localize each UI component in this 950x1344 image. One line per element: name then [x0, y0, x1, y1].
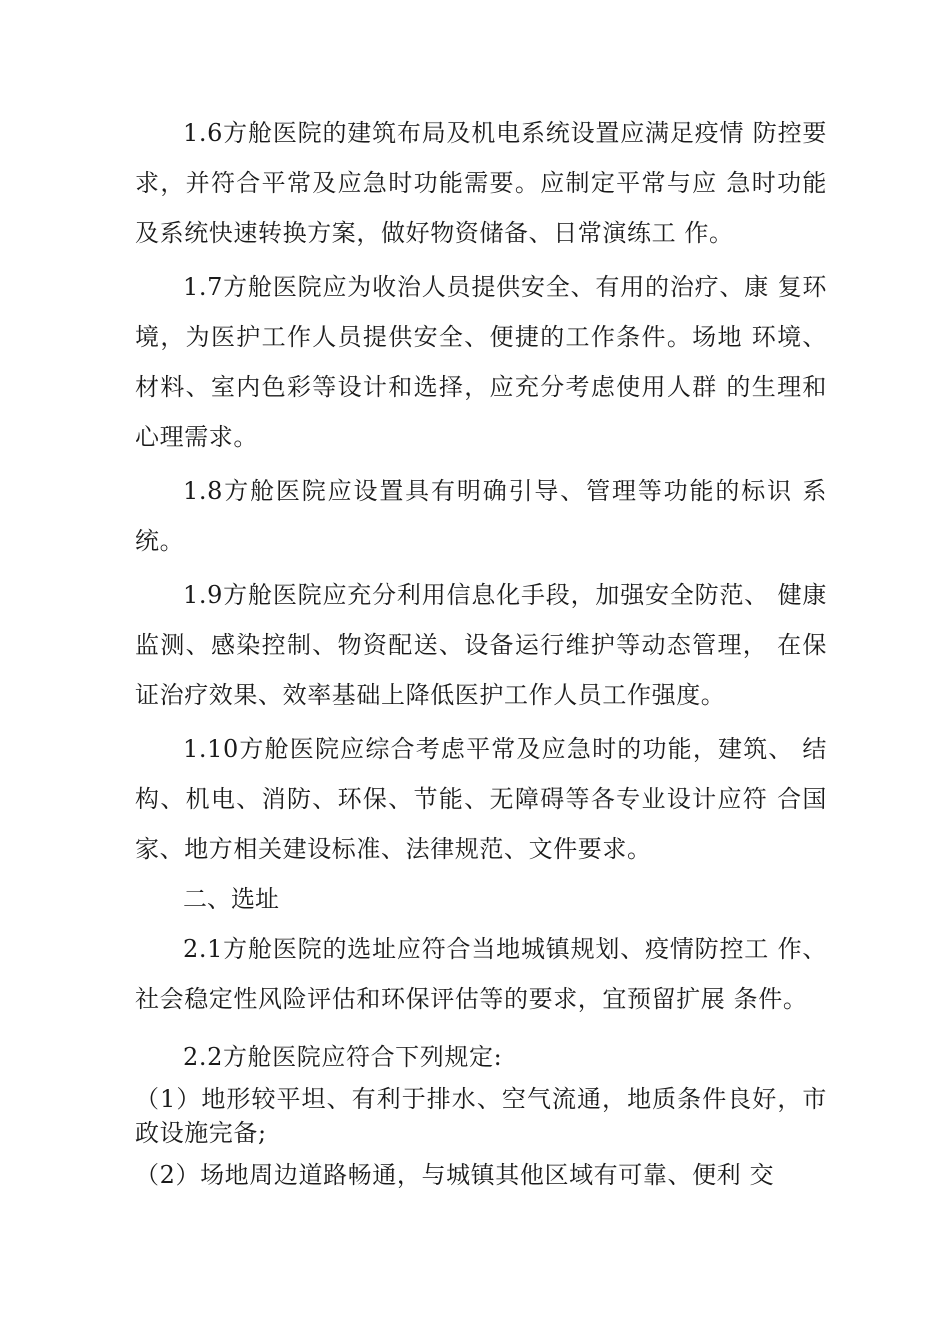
paragraph-2-2: 2.2方舱医院应符合下列规定: — [183, 1043, 503, 1071]
section-heading-site-selection: 二、选址 — [183, 885, 279, 913]
paragraph-2-1: 2.1方舱医院的选址应符合当地城镇规划、疫情防控工 作、社会稳定性风险评估和环保评估等的要求，宜预留扩展 条件。 — [135, 935, 827, 1013]
paragraph-1-9: 1.9方舱医院应充分利用信息化手段，加强安全防范、 健康监测、感染控制、物资配送、设备运行维护等动态管理， 在保证治疗效果、效率基础上降低医护工作人员工作强度。 — [135, 581, 827, 709]
list-item-2: （2）场地周边道路畅通，与城镇其他区域有可靠、便利 交 — [135, 1161, 775, 1189]
paragraph-1-6: 1.6方舱医院的建筑布局及机电系统设置应满足疫情 防控要求，并符合平常及应急时功能需要。应制定平常与应 急时功能及系统快速转换方案，做好物资储备、日常演练工 作。 — [135, 119, 827, 247]
document-page — [135, 108, 827, 1192]
list-item-1: （1）地形较平坦、有利于排水、空气流通，地质条件良好，市政设施完备; — [135, 1085, 827, 1147]
paragraph-1-8: 1.8方舱医院应设置具有明确引导、管理等功能的标识 系统。 — [135, 477, 827, 555]
paragraph-1-10: 1.10方舱医院应综合考虑平常及应急时的功能，建筑、 结构、机电、消防、环保、节能、无障碍等各专业设计应符 合国家、地方相关建设标准、法律规范、文件要求。 — [135, 735, 827, 863]
paragraph-1-7: 1.7方舱医院应为收治人员提供安全、有用的治疗、康 复环境，为医护工作人员提供安全、便捷的工作条件。场地 环境、材料、室内色彩等设计和选择，应充分考虑使用人群 的生理和心理需求。 — [135, 273, 827, 451]
